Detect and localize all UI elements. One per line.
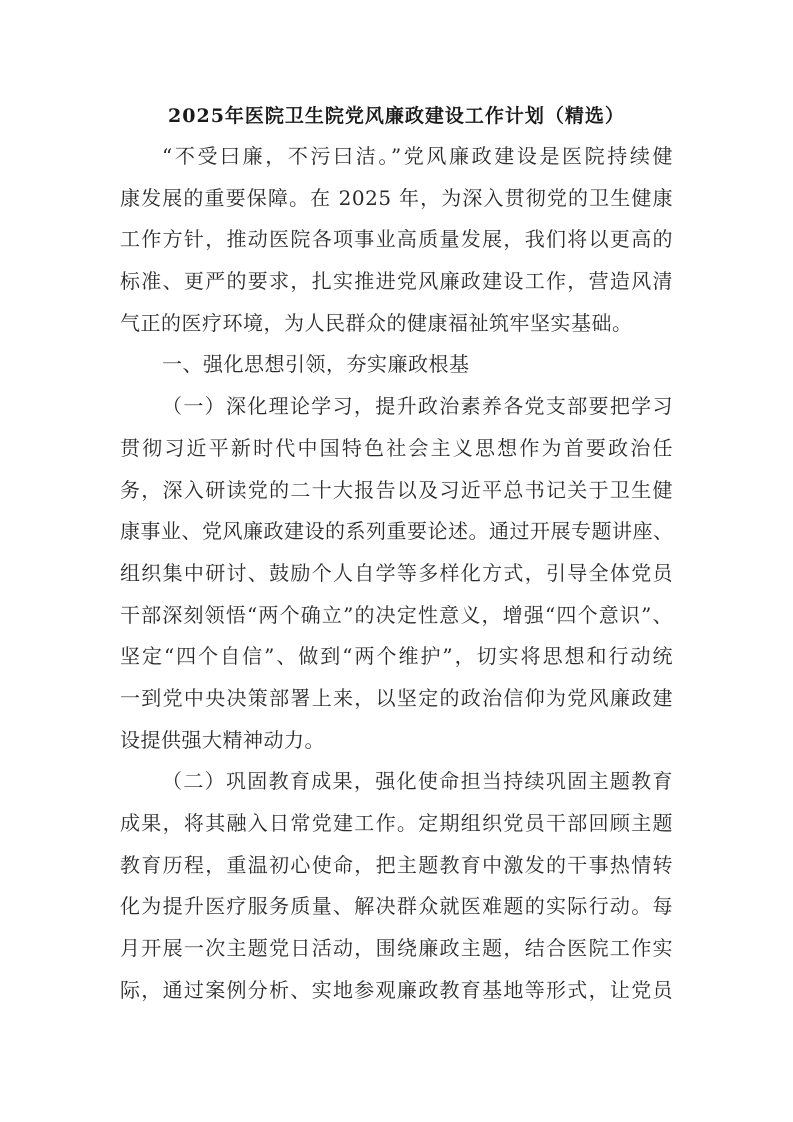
subsection-line: 坚定“四个自信”、做到“两个维护”，切实将思想和行动统 [120, 644, 673, 669]
subsection-line: 康事业、党风廉政建设的系列重要论述。通过开展专题讲座、 [120, 519, 674, 544]
intro-line: 康发展的重要保障。在 2025 年，为深入贯彻党的卫生健康 [120, 185, 673, 210]
intro-line: 工作方针，推动医院各项事业高质量发展，我们将以更高的 [120, 227, 673, 252]
subsection-line: 际，通过案例分析、实地参观廉政教育基地等形式，让党员 [120, 977, 673, 1002]
subsection-line: （一）深化理论学习，提升政治素养各党支部要把学习 [162, 394, 673, 419]
subsection-line: 组织集中研讨、鼓励个人自学等多样化方式，引导全体党员 [120, 560, 673, 585]
subsection-line: 月开展一次主题党日活动，围绕廉政主题，结合医院工作实 [120, 936, 673, 961]
subsection-line: 贯彻习近平新时代中国特色社会主义思想作为首要政治任 [120, 435, 673, 460]
subsection-line: 一到党中央决策部署上来，以坚定的政治信仰为党风廉政建 [120, 685, 673, 710]
subsection-line: 设提供强大精神动力。 [120, 727, 325, 752]
subsection-line: （二）巩固教育成果，强化使命担当持续巩固主题教育 [162, 769, 673, 794]
intro-line: 标准、更严的要求，扎实推进党风廉政建设工作，营造风清 [120, 269, 673, 294]
document-page [120, 100, 673, 1011]
intro-line: “不受曰廉，不污曰洁。”党风廉政建设是医院持续健 [162, 144, 673, 168]
subsection-line: 化为提升医疗服务质量、解决群众就医难题的实际行动。每 [120, 894, 673, 919]
subsection-line: 务，深入研读党的二十大报告以及习近平总书记关于卫生健 [120, 477, 673, 502]
document-title: 2025年医院卫生院党风廉政建设工作计划（精选） [168, 105, 625, 127]
intro-line: 气正的医疗环境，为人民群众的健康福祉筑牢坚实基础。 [120, 310, 633, 335]
subsection-line: 成果，将其融入日常党建工作。定期组织党员干部回顾主题 [120, 811, 673, 835]
section-heading-1: 一、强化思想引领，夯实廉政根基 [162, 352, 470, 377]
subsection-2-paragraph [120, 761, 673, 1011]
subsection-line: 干部深刻领悟“两个确立”的决定性意义，增强“四个意识”、 [120, 602, 673, 627]
subsection-1-paragraph [120, 386, 673, 761]
intro-paragraph [120, 136, 673, 344]
subsection-line: 教育历程，重温初心使命，把主题教育中激发的干事热情转 [120, 852, 673, 877]
